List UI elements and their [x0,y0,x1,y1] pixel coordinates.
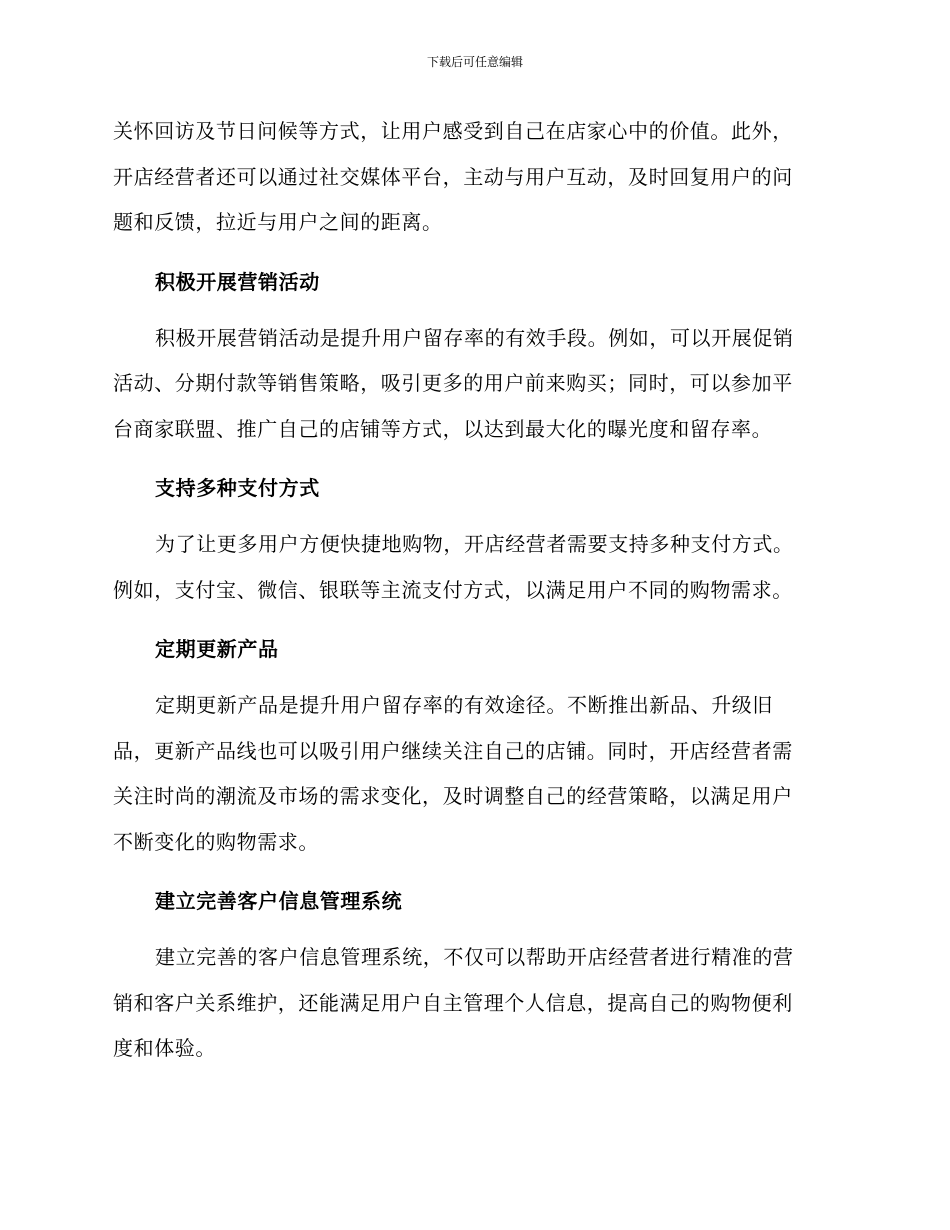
paragraph-line: 开店经营者还可以通过社交媒体平台，主动与用户互动，及时回复用户的问 [113,164,793,189]
paragraph [113,109,833,246]
paragraph-line: 定期更新产品是提升用户留存率的有效途径。不断推出新品、升级旧 [155,693,773,717]
section-heading: 定期更新产品 [155,637,279,661]
paragraph-line: 例如，支付宝、微信、银联等主流支付方式，以满足用户不同的购物需求。 [113,577,793,602]
page-header: 下载后可任意编辑 [426,55,523,69]
paragraph-line: 销和客户关系维护，还能满足用户自主管理个人信息，提高自己的购物便利 [113,990,793,1015]
paragraph-line: 不断变化的购物需求。 [113,829,319,854]
paragraph-line: 度和体验。 [113,1036,216,1060]
paragraph [113,683,833,865]
section-heading: 积极开展营销活动 [155,269,320,294]
paragraph-line: 建立完善的客户信息管理系统，不仅可以帮助开店经营者进行精准的营 [155,945,794,969]
paragraph [113,316,833,453]
paragraph-line: 关怀回访及节日问候等方式，让用户感受到自己在店家心中的价值。此外， [113,119,793,143]
paragraph-line: 积极开展营销活动是提升用户留存率的有效手段。例如，可以开展促销 [155,325,794,350]
section-heading: 建立完善客户信息管理系统 [155,889,403,913]
paragraph-line: 为了让更多用户方便快捷地购物，开店经营者需要支持多种支付方式。 [155,532,794,556]
paragraph-line: 活动、分期付款等销售策略，吸引更多的用户前来购买；同时，可以参加平 [113,371,793,395]
document-body [113,109,833,1072]
section-heading: 支持多种支付方式 [155,476,320,500]
paragraph-line: 关注时尚的潮流及市场的需求变化，及时调整自己的经营策略，以满足用户 [113,784,793,808]
paragraph-line: 台商家联盟、推广自己的店铺等方式，以达到最大化的曝光度和留存率。 [113,416,773,441]
paragraph-line: 题和反馈，拉近与用户之间的距离。 [113,210,443,234]
paragraph-line: 品，更新产品线也可以吸引用户继续关注自己的店铺。同时，开店经营者需 [113,738,793,763]
paragraph [113,522,833,613]
paragraph [113,935,833,1072]
